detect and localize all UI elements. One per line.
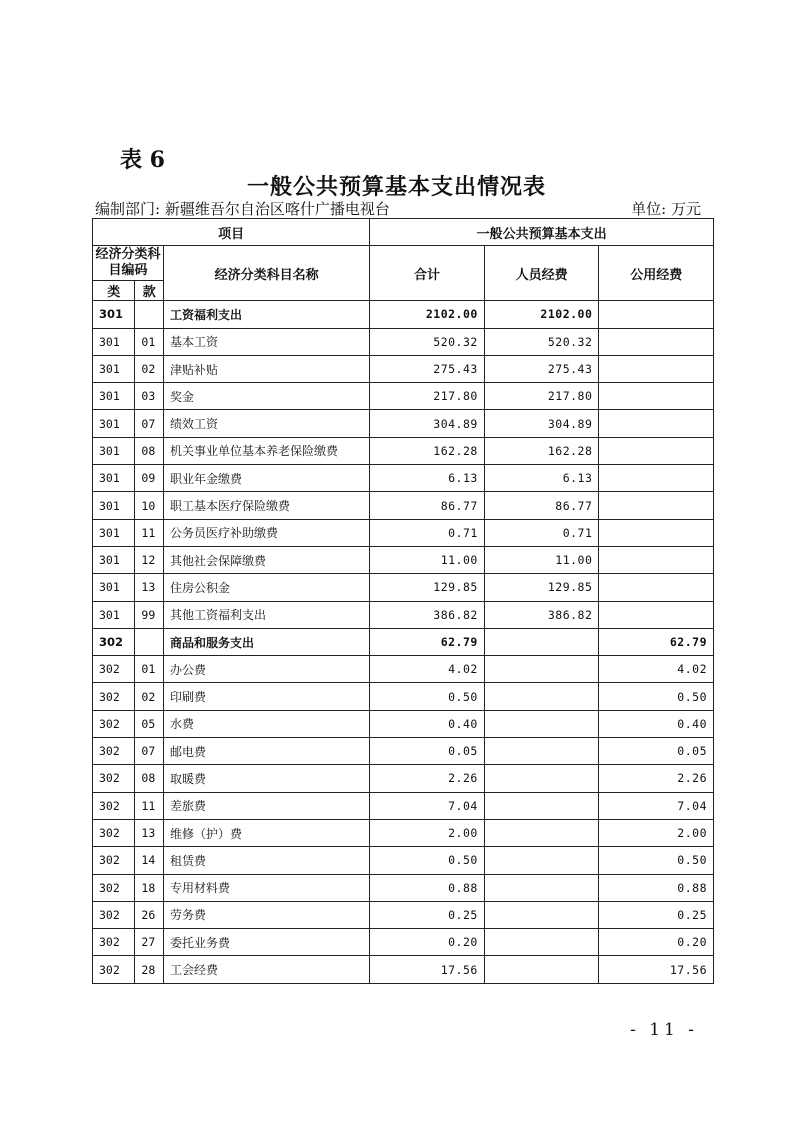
cell-personnel <box>484 683 599 710</box>
cell-public <box>599 574 714 601</box>
cell-total: 11.00 <box>370 546 485 573</box>
table-row <box>93 738 714 765</box>
table-row <box>93 929 714 956</box>
cell-total: 0.05 <box>370 738 485 765</box>
cell-public <box>599 437 714 464</box>
cell-item-name: 租赁费 <box>164 847 370 874</box>
cell-public: 0.40 <box>599 710 714 737</box>
budget-table <box>92 218 714 984</box>
cell-public <box>599 546 714 573</box>
cell-category-code: 301 <box>93 301 135 328</box>
cell-personnel: 86.77 <box>484 492 599 519</box>
cell-item-code: 03 <box>135 383 164 410</box>
cell-item-code: 01 <box>135 328 164 355</box>
cell-total: 0.71 <box>370 519 485 546</box>
cell-public: 2.26 <box>599 765 714 792</box>
cell-item-name: 委托业务费 <box>164 929 370 956</box>
cell-item-name: 奖金 <box>164 383 370 410</box>
cell-personnel <box>484 792 599 819</box>
table-row <box>93 710 714 737</box>
cell-item-name: 职工基本医疗保险缴费 <box>164 492 370 519</box>
cell-total: 386.82 <box>370 601 485 628</box>
cell-item-code: 14 <box>135 847 164 874</box>
cell-item-code <box>135 628 164 655</box>
cell-item-name: 基本工资 <box>164 328 370 355</box>
cell-item-code: 07 <box>135 410 164 437</box>
cell-category-code: 302 <box>93 656 135 683</box>
cell-item-name: 差旅费 <box>164 792 370 819</box>
cell-total: 0.50 <box>370 847 485 874</box>
table-row <box>93 819 714 846</box>
cell-total: 0.20 <box>370 929 485 956</box>
cell-item-name: 职业年金缴费 <box>164 465 370 492</box>
cell-item-code: 18 <box>135 874 164 901</box>
cell-public: 7.04 <box>599 792 714 819</box>
table-number: 表 6 <box>120 147 165 173</box>
document-title: 一般公共预算基本支出情况表 <box>246 174 546 200</box>
cell-personnel: 275.43 <box>484 355 599 382</box>
cell-category-code: 301 <box>93 574 135 601</box>
cell-item-name: 工会经费 <box>164 956 370 983</box>
cell-personnel <box>484 819 599 846</box>
cell-item-name: 取暖费 <box>164 765 370 792</box>
cell-public <box>599 492 714 519</box>
cell-public <box>599 328 714 355</box>
table-row <box>93 519 714 546</box>
cell-public <box>599 465 714 492</box>
cell-personnel: 304.89 <box>484 410 599 437</box>
cell-total: 7.04 <box>370 792 485 819</box>
cell-personnel <box>484 656 599 683</box>
cell-personnel <box>484 874 599 901</box>
cell-item-code: 07 <box>135 738 164 765</box>
table-row <box>93 383 714 410</box>
cell-item-code: 08 <box>135 437 164 464</box>
cell-personnel: 217.80 <box>484 383 599 410</box>
table-row <box>93 574 714 601</box>
cell-total: 520.32 <box>370 328 485 355</box>
cell-personnel: 6.13 <box>484 465 599 492</box>
cell-category-code: 302 <box>93 628 135 655</box>
cell-public: 17.56 <box>599 956 714 983</box>
cell-public: 0.05 <box>599 738 714 765</box>
cell-category-code: 301 <box>93 355 135 382</box>
cell-total: 162.28 <box>370 437 485 464</box>
cell-item-code: 02 <box>135 683 164 710</box>
cell-total: 4.02 <box>370 656 485 683</box>
cell-item-name: 专用材料费 <box>164 874 370 901</box>
cell-personnel <box>484 901 599 928</box>
table-row <box>93 437 714 464</box>
cell-item-name: 商品和服务支出 <box>164 628 370 655</box>
cell-personnel <box>484 628 599 655</box>
cell-public: 0.20 <box>599 929 714 956</box>
cell-item-name: 办公费 <box>164 656 370 683</box>
cell-total: 129.85 <box>370 574 485 601</box>
cell-category-code: 302 <box>93 874 135 901</box>
cell-public <box>599 301 714 328</box>
table-row <box>93 355 714 382</box>
cell-total: 217.80 <box>370 383 485 410</box>
cell-total: 0.25 <box>370 901 485 928</box>
code-group-header: 经济分类科目编码 <box>93 246 164 281</box>
compiling-department: 编制部门: 新疆维吾尔自治区喀什广播电视台 <box>95 200 390 218</box>
table-row <box>93 656 714 683</box>
cell-item-code: 26 <box>135 901 164 928</box>
cell-item-name: 住房公积金 <box>164 574 370 601</box>
cell-public: 0.50 <box>599 847 714 874</box>
name-header: 经济分类科目名称 <box>164 246 370 301</box>
cell-category-code: 301 <box>93 519 135 546</box>
cell-item-code: 13 <box>135 819 164 846</box>
cell-category-code: 301 <box>93 492 135 519</box>
cell-public <box>599 410 714 437</box>
table-row <box>93 601 714 628</box>
cell-category-code: 301 <box>93 437 135 464</box>
cell-public <box>599 383 714 410</box>
cell-personnel: 11.00 <box>484 546 599 573</box>
cell-item-name: 其他社会保障缴费 <box>164 546 370 573</box>
cell-personnel: 2102.00 <box>484 301 599 328</box>
table-row <box>93 410 714 437</box>
cell-category-code: 302 <box>93 792 135 819</box>
cell-item-code: 13 <box>135 574 164 601</box>
cell-personnel: 162.28 <box>484 437 599 464</box>
cell-item-name: 印刷费 <box>164 683 370 710</box>
cell-category-code: 302 <box>93 710 135 737</box>
cell-item-code: 27 <box>135 929 164 956</box>
public-header: 公用经费 <box>599 246 714 301</box>
cell-public <box>599 601 714 628</box>
cell-total: 2102.00 <box>370 301 485 328</box>
cell-item-name: 工资福利支出 <box>164 301 370 328</box>
cell-category-code: 301 <box>93 383 135 410</box>
cell-public: 2.00 <box>599 819 714 846</box>
cell-public: 0.50 <box>599 683 714 710</box>
cell-personnel <box>484 765 599 792</box>
section-row <box>93 301 714 328</box>
cell-item-code: 02 <box>135 355 164 382</box>
cell-item-code: 28 <box>135 956 164 983</box>
table-row <box>93 546 714 573</box>
cell-item-code: 08 <box>135 765 164 792</box>
cell-total: 2.26 <box>370 765 485 792</box>
cell-total: 2.00 <box>370 819 485 846</box>
cell-public <box>599 355 714 382</box>
cell-item-name: 机关事业单位基本养老保险缴费 <box>164 437 370 464</box>
cell-item-code: 99 <box>135 601 164 628</box>
cell-item-code: 09 <box>135 465 164 492</box>
cell-total: 0.40 <box>370 710 485 737</box>
cell-category-code: 301 <box>93 601 135 628</box>
cell-category-code: 302 <box>93 683 135 710</box>
cell-total: 17.56 <box>370 956 485 983</box>
cell-total: 62.79 <box>370 628 485 655</box>
cell-personnel: 129.85 <box>484 574 599 601</box>
cell-personnel: 0.71 <box>484 519 599 546</box>
table-row <box>93 492 714 519</box>
cell-item-code: 05 <box>135 710 164 737</box>
cell-total: 0.50 <box>370 683 485 710</box>
cell-personnel <box>484 847 599 874</box>
cell-category-code: 302 <box>93 901 135 928</box>
cell-item-code <box>135 301 164 328</box>
kuan-header: 款 <box>135 281 164 301</box>
table-body <box>93 301 714 983</box>
cell-category-code: 301 <box>93 410 135 437</box>
table-row <box>93 683 714 710</box>
cell-category-code: 301 <box>93 465 135 492</box>
table-row <box>93 765 714 792</box>
cell-category-code: 302 <box>93 738 135 765</box>
table-row <box>93 874 714 901</box>
cell-public: 0.25 <box>599 901 714 928</box>
cell-public: 0.88 <box>599 874 714 901</box>
project-header: 项目 <box>93 219 370 246</box>
cell-personnel <box>484 929 599 956</box>
cell-category-code: 302 <box>93 847 135 874</box>
table-row <box>93 847 714 874</box>
cell-category-code: 302 <box>93 956 135 983</box>
cell-category-code: 302 <box>93 819 135 846</box>
cell-item-name: 水费 <box>164 710 370 737</box>
cell-item-code: 11 <box>135 519 164 546</box>
cell-public: 62.79 <box>599 628 714 655</box>
cell-personnel: 520.32 <box>484 328 599 355</box>
cell-item-name: 公务员医疗补助缴费 <box>164 519 370 546</box>
cell-item-code: 10 <box>135 492 164 519</box>
lei-header: 类 <box>93 281 135 301</box>
table-row <box>93 901 714 928</box>
table-row <box>93 792 714 819</box>
cell-category-code: 302 <box>93 929 135 956</box>
cell-category-code: 301 <box>93 328 135 355</box>
budget-group-header: 一般公共预算基本支出 <box>370 219 714 246</box>
cell-personnel <box>484 956 599 983</box>
cell-category-code: 301 <box>93 546 135 573</box>
cell-total: 6.13 <box>370 465 485 492</box>
cell-category-code: 302 <box>93 765 135 792</box>
cell-total: 0.88 <box>370 874 485 901</box>
cell-item-name: 邮电费 <box>164 738 370 765</box>
cell-item-code: 01 <box>135 656 164 683</box>
cell-total: 275.43 <box>370 355 485 382</box>
cell-total: 304.89 <box>370 410 485 437</box>
cell-item-name: 劳务费 <box>164 901 370 928</box>
cell-item-name: 维修（护）费 <box>164 819 370 846</box>
cell-personnel: 386.82 <box>484 601 599 628</box>
section-row <box>93 628 714 655</box>
cell-item-name: 绩效工资 <box>164 410 370 437</box>
cell-item-name: 其他工资福利支出 <box>164 601 370 628</box>
cell-item-name: 津贴补贴 <box>164 355 370 382</box>
cell-total: 86.77 <box>370 492 485 519</box>
cell-item-code: 11 <box>135 792 164 819</box>
personnel-header: 人员经费 <box>484 246 599 301</box>
cell-public: 4.02 <box>599 656 714 683</box>
cell-public <box>599 519 714 546</box>
total-header: 合计 <box>370 246 485 301</box>
table-row <box>93 465 714 492</box>
table-row <box>93 956 714 983</box>
page-number: - 11 - <box>630 1020 698 1040</box>
cell-personnel <box>484 738 599 765</box>
unit-label: 单位: 万元 <box>631 200 701 218</box>
cell-item-code: 12 <box>135 546 164 573</box>
table-row <box>93 328 714 355</box>
cell-personnel <box>484 710 599 737</box>
